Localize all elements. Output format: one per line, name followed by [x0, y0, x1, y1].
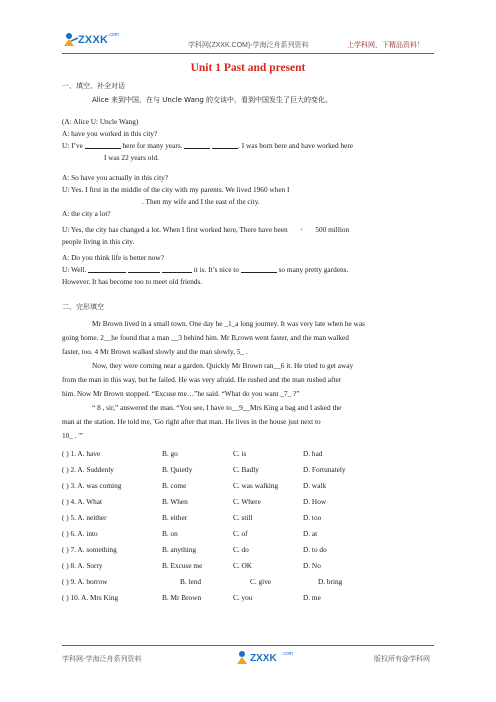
blank-marker: • — [300, 225, 303, 234]
zxxk-footer-logo-icon — [236, 649, 306, 665]
option-q10-b: B. Mr Brown — [162, 593, 202, 602]
option-q2-b: B. Quietly — [162, 465, 193, 474]
header-right-text: 上学科网，下精品资料！ — [347, 42, 424, 49]
option-q5-b: B. either — [162, 513, 188, 522]
option-q7-b: B. anything — [162, 545, 197, 554]
blank — [85, 141, 121, 149]
option-q4-a: ( ) 4. A. What — [62, 497, 102, 506]
dialog-speakers: (A: Alice U: Uncle Wang) — [62, 117, 139, 126]
option-q2-d: D. Fortunately — [303, 465, 346, 474]
option-q2-a: ( ) 2. A. Suddenly — [62, 465, 114, 474]
dialog-line-7: A: the city a lot? — [62, 209, 111, 218]
option-q3-a: ( ) 3. A. was coming — [62, 481, 122, 490]
option-q10-a: ( ) 10. A. Mrs King — [62, 593, 119, 602]
dialog-line-11c: so many pretty gardens. — [278, 265, 349, 274]
footer-logo — [236, 649, 306, 665]
option-q1-a: ( ) 1. A. have — [62, 449, 101, 458]
passage-p2-line-3: him. Now Mr Brown stopped. “Excuse me…”he said. “What do you want _7_ ?” — [62, 389, 300, 398]
option-q1-b: B. go — [162, 449, 178, 458]
option-q6-c: C. of — [233, 529, 248, 538]
option-q3-c: C. was walking — [233, 481, 279, 490]
svg-text:ZXXK: ZXXK — [250, 653, 277, 664]
footer-right-text: 版权所有@学科网 — [374, 655, 430, 663]
option-q6-a: ( ) 6. A. into — [62, 529, 98, 538]
passage-p1-line-3: faster, too. 4 Mr Brown walked slowly and the man slowly, 5_ . — [62, 347, 248, 356]
option-q10-c: C. you — [233, 593, 253, 602]
blank — [162, 265, 192, 273]
dialog-line-4: A: So have you actually in this city? — [62, 173, 168, 182]
option-q8-c: C. OK — [233, 561, 253, 570]
option-q8-a: ( ) 8. A. Sorry — [62, 561, 103, 570]
dialog-line-11a: U: Well. — [62, 265, 87, 274]
option-q9-b: B. lend — [180, 577, 202, 586]
dialog-line-10: A: Do you think life is better now? — [62, 253, 164, 262]
passage-p3-line-1: “ 8 , sir,” answered the man. “You see, I have to__9__Mrs King a bag and I asked the — [92, 403, 342, 412]
blank — [241, 265, 277, 273]
page-title: Unit 1 Past and present — [190, 62, 306, 74]
option-q5-a: ( ) 5. A. neither — [62, 513, 107, 522]
option-q3-d: D. walk — [303, 481, 327, 490]
footer-divider — [62, 645, 434, 646]
option-q9-d: D. bring — [318, 577, 343, 586]
option-q9-a: ( ) 9. A. borrow — [62, 577, 108, 586]
dialog-line-2 — [62, 141, 434, 150]
blank — [88, 265, 126, 273]
passage-p2-line-1: Now, they were coming near a garden. Quickly Mr Brown ran__6 it. He tried to get away — [92, 361, 354, 370]
option-q10-d: D. me — [303, 593, 321, 602]
section2-heading: 二、完形填空 — [62, 303, 104, 311]
zxxk-logo — [62, 32, 142, 50]
dialog-line-2a: U: I’ve — [62, 141, 83, 150]
passage-p1-line-2: going home. 2__he found that a man __3 behind him. Mr B,rown went faster, and the man walked — [62, 333, 349, 342]
option-q4-b: B. When — [162, 497, 188, 506]
dialog-line-11b: it is. It’s nice to — [193, 265, 239, 274]
option-q4-c: C. Where — [233, 497, 261, 506]
option-q5-c: C. still — [233, 513, 253, 522]
option-q1-d: D. had — [303, 449, 323, 458]
dialog-line-1: A: have you worked in this city? — [62, 129, 158, 138]
dialog-line-11 — [62, 265, 434, 274]
option-q6-b: B. on — [162, 529, 178, 538]
dialog-line-8 — [62, 225, 434, 234]
option-q5-d: D. too — [303, 513, 322, 522]
passage-p3-line-2: man at the station. He told me, 'Go right after that man. He lives in the house just next to — [62, 417, 321, 426]
footer-left-text: 学科网-学海泛舟系列资料 — [62, 655, 142, 663]
dialog-line-2b: here for many years. — [122, 141, 183, 150]
header-divider — [62, 53, 434, 54]
page-header — [62, 30, 434, 52]
option-q9-c: C. give — [250, 577, 272, 586]
dialog-line-8b: 500 million — [315, 225, 350, 234]
logo-sub: .com — [108, 32, 119, 38]
dialog-line-6: . Then my wife and I the east of the city. — [142, 197, 260, 206]
option-q8-d: D. No — [303, 561, 321, 570]
option-q4-d: D. How — [303, 497, 327, 506]
blank — [212, 141, 238, 149]
svg-text:.com: .com — [282, 651, 293, 657]
dialog-line-3: I was 22 years old. — [104, 153, 159, 162]
option-q3-b: B. come — [162, 481, 187, 490]
dialog-line-9: people living in this city. — [62, 237, 135, 246]
blank — [128, 265, 160, 273]
passage-p3-line-3: 10_ . '” — [62, 431, 83, 440]
option-q7-c: C. do — [233, 545, 249, 554]
dialog-line-2c: . I was born here and have worked here — [238, 141, 354, 150]
dialog-line-12: However. It has become too to meet old friends. — [62, 277, 203, 286]
option-q8-b: B. Excuse me — [162, 561, 203, 570]
blank — [184, 141, 210, 149]
option-q1-c: C. is — [233, 449, 247, 458]
dialog-line-5: U: Yes. I first in the middle of the city with my parents. We lived 1960 when I — [62, 185, 290, 194]
passage-p2-line-2: from the man in this way, but he failed. He was very afraid. He rushed and the man rushed after — [62, 375, 342, 384]
logo-text: ZXXK — [78, 34, 109, 46]
section1-heading: 一、填空、补全对话 — [62, 82, 125, 90]
passage-p1-line-1: Mr Brown lived in a small town. One day he _1_a long journey. It was very late when he was — [92, 319, 365, 328]
header-center-text: 学科网(ZXXK.COM)-学海泛舟系列资料 — [188, 42, 309, 49]
option-q7-d: D. to do — [303, 545, 327, 554]
option-q2-c: C. Badly — [233, 465, 259, 474]
section1-intro: Alice 来到中国，在与 Uncle Wang 的交谈中，看到中国发生了巨大的变化。 — [92, 96, 333, 104]
option-q6-d: D. at — [303, 529, 318, 538]
dialog-line-8a: U: Yes, the city has changed a lot. When I first worked here, There have been — [62, 225, 288, 234]
option-q7-a: ( ) 7. A. something — [62, 545, 117, 554]
